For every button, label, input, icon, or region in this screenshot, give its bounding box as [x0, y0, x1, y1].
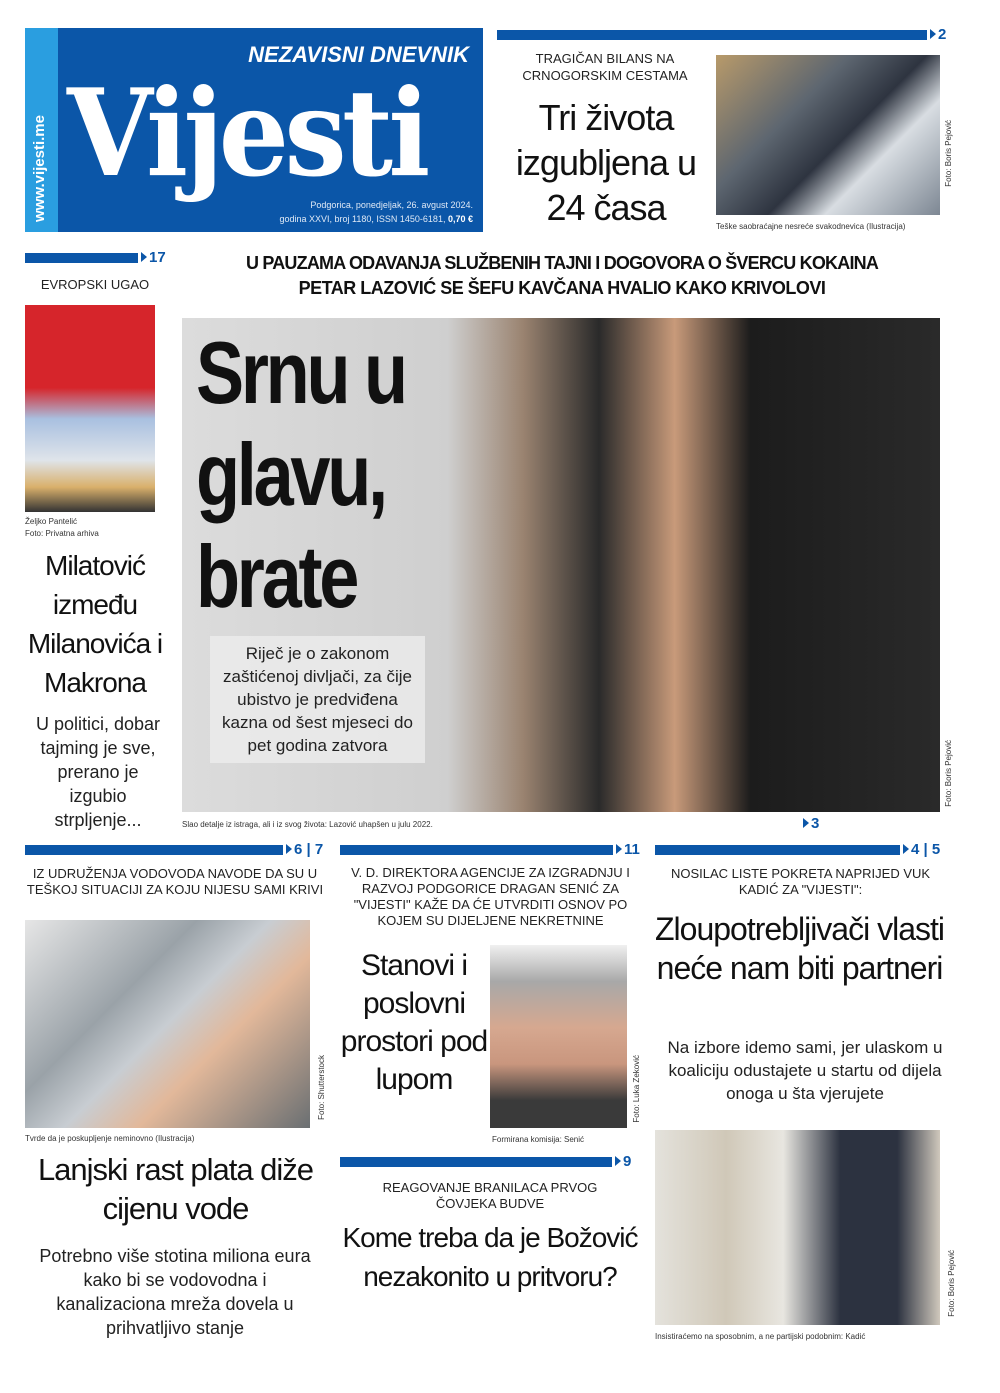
page-ref: 9	[615, 1154, 631, 1170]
top-story-kicker: TRAGIČAN BILANS NA CRNOGORSKIM CESTAMA	[522, 51, 688, 83]
section-bar	[25, 253, 138, 263]
section-bar	[497, 30, 927, 40]
tagline: NEZAVISNI DNEVNIK	[248, 42, 469, 67]
section-bar	[25, 845, 283, 855]
car-crash-photo	[716, 55, 940, 215]
senic-photo	[490, 945, 627, 1128]
dateline: Podgorica, ponedjeljak, 26. avgust 2024.	[310, 200, 473, 210]
interview-deck: Na izbore idemo sami, jer ulaskom u koaliciju odustajete u startu od dijela onoga u šta vjerujete	[667, 1038, 943, 1103]
columnist-photo	[25, 305, 155, 512]
column-section: EVROPSKI UGAO	[40, 277, 150, 292]
water-headline: Lanjski rast plata diže cijenu vode	[37, 1152, 314, 1226]
water-credit: Foto: Shutterstock	[317, 1055, 326, 1120]
column-deck: U politici, dobar tajming je sve, prerano je izgubio strpljenje...	[35, 714, 161, 830]
water-glass-photo	[25, 920, 310, 1128]
property-credit: Foto: Luka Zeković	[632, 1055, 641, 1123]
page-ref: 17	[141, 250, 166, 266]
column-headline: Milatović između Milanovića i Makrona	[27, 550, 163, 698]
columnist-name: Željko Pantelić	[25, 517, 78, 526]
lead-headline: Srnu u glavu, brate	[196, 323, 405, 626]
water-deck: Potrebno više stotina miliona eura kako bi se vodovodna i kanalizaciona mreža dovela u prihvatljivo stanje	[39, 1246, 311, 1338]
masthead	[25, 28, 483, 232]
page-ref: 6 | 7	[286, 842, 323, 858]
page-ref: 4 | 5	[903, 842, 940, 858]
water-caption: Tvrde da je poskupljenje neminovno (Ilustracija)	[25, 1134, 195, 1143]
interview-headline: Zloupotrebljivači vlasti neće nam biti partneri	[654, 911, 944, 986]
page-ref: 11	[616, 842, 640, 858]
website-url: www.vijesti.me	[31, 115, 48, 222]
property-kicker: V. D. DIREKTORA AGENCIJE ZA IZGRADNJU I RAZVOJ PODGORICE DRAGAN SENIĆ ZA "VIJESTI" KAŽE DA ĆE UTVRDITI OSNOV PO KOJEM SU DIJELJENE NEKRETNINE	[351, 865, 630, 928]
page-ref: 3	[803, 816, 819, 832]
columnist-credit: Foto: Privatna arhiva	[25, 529, 99, 538]
kadic-photo	[655, 1130, 940, 1325]
lead-photo	[182, 318, 940, 812]
property-headline: Stanovi i poslovni prostori pod lupom	[340, 949, 488, 1096]
interview-caption: Insistiraćemo na sposobnim, a ne partijski podobnim: Kadić	[655, 1332, 866, 1341]
interview-credit: Foto: Boris Pejović	[947, 1250, 956, 1317]
lead-kicker-line2: PETAR LAZOVIĆ SE ŠEFU KAVČANA HVALIO KAKO KRIVOLOVI	[298, 278, 826, 298]
property-caption: Formirana komisija: Senić	[492, 1135, 585, 1144]
lead-deck: Riječ je o zakonom zaštićenoj divljači, za čije ubistvo je predviđena kazna od šest mjeseci do pet godina zatvora	[210, 636, 425, 763]
issue: godina XXVI, broj 1180, ISSN 1450-6181,	[279, 214, 446, 224]
detention-headline: Kome treba da je Božović nezakonito u pritvoru?	[342, 1222, 638, 1292]
top-story-caption: Teške saobraćajne nesreće svakodnevica (Ilustracija)	[716, 222, 906, 231]
top-story-headline: Tri života izgubljena u 24 časa	[515, 97, 697, 228]
issue-info	[280, 214, 474, 225]
section-bar	[655, 845, 900, 855]
interview-kicker: NOSILAC LISTE POKRETA NAPRIJED VUK KADIĆ ZA "VIJESTI":	[670, 866, 931, 897]
newspaper-title: Vijesti	[67, 63, 426, 204]
lead-kicker-line1: U PAUZAMA ODAVANJA SLUŽBENIH TAJNI I DOGOVORA O ŠVERCU KOKAINA	[245, 253, 879, 273]
top-story-credit: Foto: Boris Pejović	[944, 120, 953, 187]
section-bar	[340, 845, 613, 855]
lead-caption: Slao detalje iz istraga, ali i iz svog života: Lazović uhapšen u julu 2022.	[182, 820, 433, 829]
price: 0,70 €	[447, 214, 473, 224]
water-kicker: IZ UDRUŽENJA VODOVODA NAVODE DA SU U TEŠKOJ SITUACIJI ZA KOJU NIJESU SAMI KRIVI	[26, 866, 324, 897]
lead-credit: Foto: Boris Pejović	[944, 740, 953, 807]
page-ref: 2	[930, 27, 946, 43]
detention-kicker: REAGOVANJE BRANILACA PRVOG ČOVJEKA BUDVE	[382, 1180, 598, 1211]
website-strip	[25, 28, 58, 232]
section-bar	[340, 1157, 612, 1167]
